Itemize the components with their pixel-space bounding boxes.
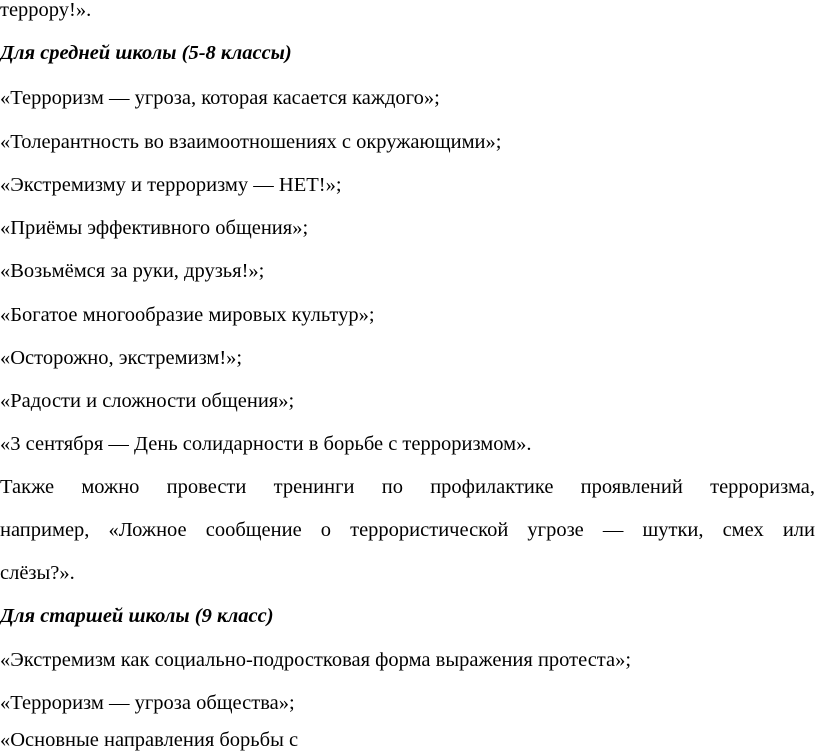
section-heading-middle-school: Для средней школы (5-8 классы): [0, 42, 292, 64]
section-heading-high-school: Для старшей школы (9 класс): [0, 605, 274, 627]
list-item: «Радости и сложности общения»;: [0, 390, 295, 412]
list-item: «Экстремизму и терроризму — НЕТ!»;: [0, 174, 342, 196]
list-item: «Богатое многообразие мировых культур»;: [0, 304, 375, 326]
list-item: «Осторожно, экстремизм!»;: [0, 347, 243, 369]
list-item: «Толерантность во взаимоотношениях с окружающими»;: [0, 131, 502, 153]
list-item: «Терроризм — угроза, которая касается каждого»;: [0, 87, 440, 109]
paragraph-line: Также можно провести тренинги по профилактике проявлений терроризма,: [0, 476, 815, 498]
list-item: «Основные направления борьбы с: [0, 729, 299, 751]
list-item: «Приёмы эффективного общения»;: [0, 217, 309, 239]
list-item: «Терроризм — угроза общества»;: [0, 692, 295, 714]
paragraph-line: слёзы?».: [0, 562, 75, 584]
list-item: «Экстремизм как социально-подростковая форма выражения протеста»;: [0, 649, 632, 671]
list-item: «Возьмёмся за руки, друзья!»;: [0, 260, 265, 282]
list-item: «3 сентября — День солидарности в борьбе с терроризмом».: [0, 433, 532, 455]
paragraph-line: например, «Ложное сообщение о террористической угрозе — шутки, смех или: [0, 519, 815, 541]
text-line-continuation: террору!».: [0, 0, 92, 21]
